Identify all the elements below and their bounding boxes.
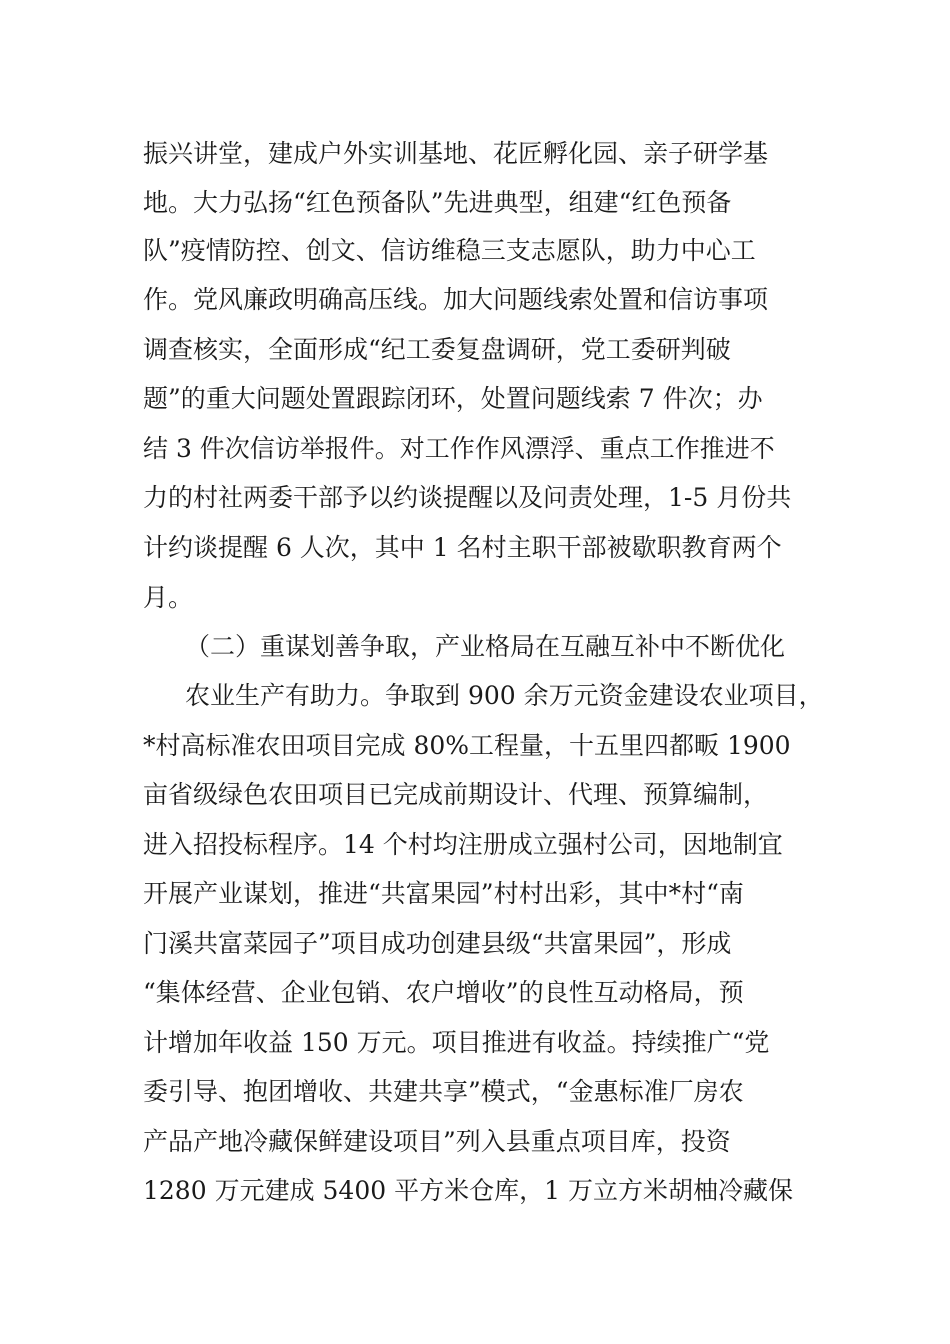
text-line: 委引导、抱团增收、共建共享”模式，“金惠标准厂房农 [143, 1077, 744, 1106]
text-line: 振兴讲堂，建成户外实训基地、花匠孵化园、亲子研学基 [143, 139, 769, 168]
text-line: 亩省级绿色农田项目已完成前期设计、代理、预算编制， [143, 780, 769, 809]
text-line: “集体经营、企业包销、农户增收”的良性互动格局，预 [143, 978, 744, 1007]
text-line: 开展产业谋划，推进“共富果园”村村出彩，其中*村“南 [143, 879, 744, 908]
text-line: 门溪共富菜园子”项目成功创建县级“共富果园”，形成 [143, 929, 732, 958]
text-line: 作。党风廉政明确高压线。加大问题线索处置和信访事项 [143, 285, 769, 314]
text-line: 产品产地冷藏保鲜建设项目”列入县重点项目库，投资 [143, 1127, 731, 1156]
text-line: 队”疫情防控、创文、信访维稳三支志愿队，助力中心工 [143, 236, 756, 265]
text-line: 调查核实，全面形成“纪工委复盘调研，党工委研判破 [143, 335, 731, 364]
text-line: *村高标准农田项目完成 80%工程量，十五里四都畈 1900 [143, 731, 791, 760]
text-line: 月。 [143, 583, 194, 612]
text-line: 1280 万元建成 5400 平方米仓库，1 万立方米胡柚冷藏保 [143, 1176, 793, 1205]
text-line: 题”的重大问题处置跟踪闭环，处置问题线索 7 件次；办 [143, 384, 763, 413]
text-line: 进入招投标程序。14 个村均注册成立强村公司，因地制宜 [143, 830, 783, 859]
text-line: 地。大力弘扬“红色预备队”先进典型，组建“红色预备 [143, 188, 732, 217]
text-line: 计增加年收益 150 万元。项目推进有收益。持续推广“党 [143, 1028, 770, 1057]
text-line: 农业生产有助力。争取到 900 余万元资金建设农业项目， [185, 681, 824, 710]
text-line: 计约谈提醒 6 人次，其中 1 名村主职干部被歇职教育两个 [143, 533, 782, 562]
section-heading: （二）重谋划善争取，产业格局在互融互补中不断优化 [185, 632, 786, 661]
text-line: 力的村社两委干部予以约谈提醒以及问责处理，1-5 月份共 [143, 483, 792, 512]
text-line: 结 3 件次信访举报件。对工作作风漂浮、重点工作推进不 [143, 434, 775, 463]
